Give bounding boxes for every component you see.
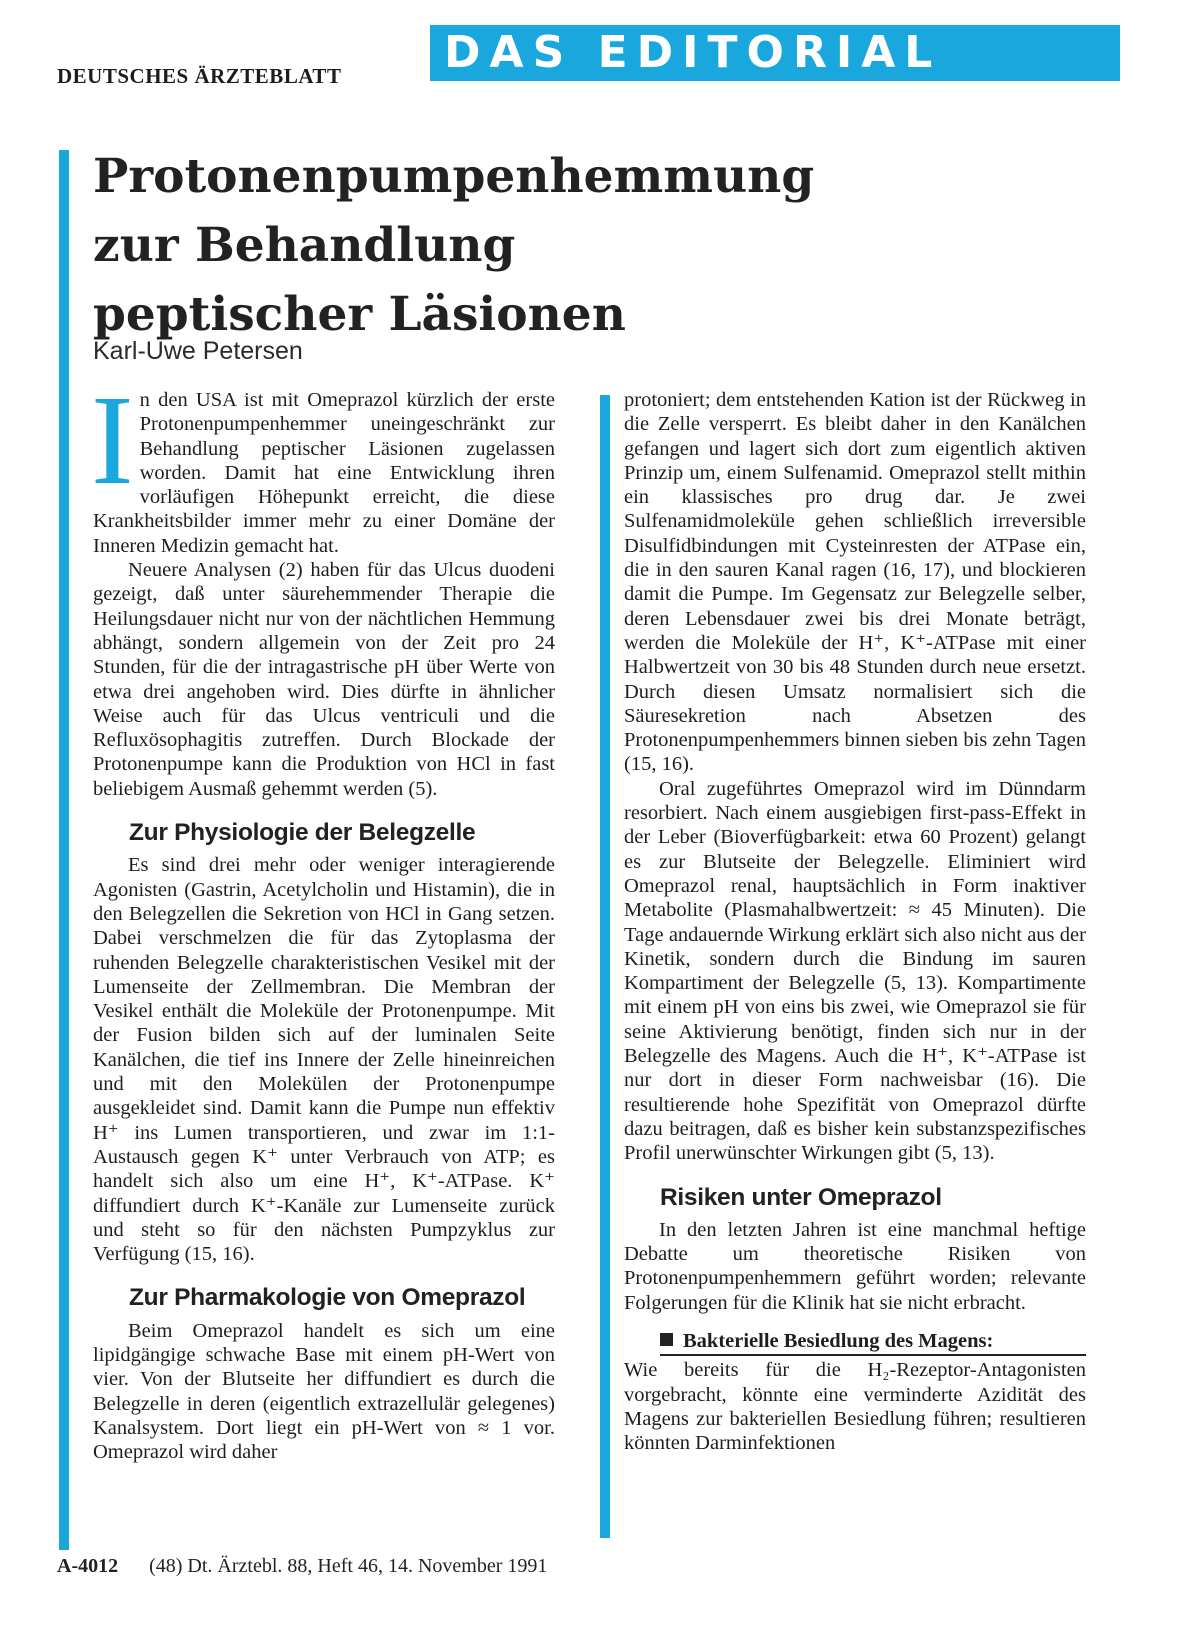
title-line: peptischer Läsionen <box>93 287 626 342</box>
article-title <box>93 142 814 349</box>
left-column <box>91 369 555 1464</box>
title-line: Protonenpumpenhemmung <box>93 149 815 204</box>
right-column <box>624 388 1086 1455</box>
subsection-heading-text: Bakterielle Besiedlung des Magens: <box>683 1329 994 1352</box>
body-paragraph: Beim Omeprazol handelt es sich um eine lipidgängige schwache Base mit einem pH-Wert von vier. Von der Blutseite her diffundiert es durch die Belegzelle in deren (eigentlich extrazellulär gelegenes) Kanalsystem. Dort liegt ein pH-Wert von ≈ 1 vor. Omeprazol wird daher <box>93 1319 555 1464</box>
citation: (48) Dt. Ärztebl. 88, Heft 46, 14. November 1991 <box>149 1555 548 1577</box>
accent-bar-middle <box>600 395 610 1538</box>
body-paragraph: Oral zugeführtes Omeprazol wird im Dünndarm resorbiert. Nach einem ausgiebigen first-pass-Effekt in der Leber (Bioverfügbarkeit: etwa 60 Prozent) gelangt es zur Blutseite der Belegzelle. Eliminiert wird Omeprazol renal, hauptsächlich in Form inaktiver Metabolite (Plasmahalbwertzeit: ≈ 45 Minuten). Die Tage andauernde Wirkung erklärt sich also nicht aus der Kinetik, sondern durch die Bindung im sauren Kompartiment der Belegzelle (5, 13). Kompartimente mit einem pH von eins bis zwei, wie Omeprazol sie für seine Aktivierung benötigt, finden sich nur in der Belegzelle des Magens. Auch die H⁺, K⁺-ATPase ist nur dort in dieser Form nachweisbar (16). Die resultierende hohe Spezifität von Omeprazol dürfte dazu beitragen, daß es bisher kein substanzspezifisches Profil unerwünschter Wirkungen gibt (5, 13). <box>624 777 1086 1165</box>
accent-bar-left <box>59 150 69 1550</box>
journal-name: DEUTSCHES ÄRZTEBLATT <box>57 64 342 88</box>
page-number: A-4012 <box>57 1555 119 1577</box>
title-line: zur Behandlung <box>93 218 516 273</box>
body-paragraph: Neuere Analysen (2) haben für das Ulcus duodeni gezeigt, daß unter säurehemmender Therapie die Heilungsdauer nicht nur von der nächtlichen Hemmung abhängt, sondern allgemein von der Zeit pro 24 Stunden, für die der intragastrische pH über Werte von etwa drei angehoben wird. Dies dürfte in ähnlicher Weise auch für das Ulcus ventriculi und die Refluxösophagitis zutreffen. Durch Blockade der Protonenpumpe kann die Produktion von HCl in fast beliebigem Ausmaß gehemmt werden (5). <box>93 559 555 800</box>
section-heading: Zur Pharmakologie von Omeprazol <box>129 1284 526 1312</box>
section-label: DAS EDITORIAL <box>444 27 942 78</box>
author-name: Karl-Uwe Petersen <box>93 337 303 365</box>
body-paragraph: Wie bereits für die H₂-Rezeptor-Antagonisten vorgebracht, könnte eine verminderte Azidität des Magens zur bakteriellen Besiedlung führen; resultieren könnten Darminfektionen <box>624 1359 1086 1455</box>
drop-cap: I <box>91 369 134 511</box>
page-footer <box>57 1555 547 1578</box>
intro-paragraph: n den USA ist mit Omeprazol kürzlich der erste Protonenpumpenhemmer uneingeschränkt zur Behandlung peptischer Läsionen zugelassen worden. Damit hat eine Entwicklung ihren vorläufigen Höhepunkt erreicht, die diese Krankheitsbilder immer mehr zu einer Domäne der Inneren Medizin gemacht hat. <box>93 389 555 557</box>
body-paragraph: In den letzten Jahren ist eine manchmal heftige Debatte um theoretische Risiken von Protonenpumpenhemmern geführt worden; relevante Folgerungen für die Klinik hat sie nicht erbracht. <box>624 1218 1086 1314</box>
square-bullet-icon <box>660 1333 673 1346</box>
subsection-heading <box>660 1329 1086 1356</box>
body-paragraph: protoniert; dem entstehenden Kation ist der Rückweg in die Zelle versperrt. Es bleibt daher in den Kanälchen gefangen und lagert sich dort zum eigentlich aktiven Prinzip um, einem Sulfenamid. Omeprazol stellt mithin ein klassisches pro drug dar. Je zwei Sulfenamidmoleküle gehen schließlich irreversible Disulfidbindungen mit Cysteinresten der ATPase ein, die in den sauren Kanal ragen (16, 17), und blockieren damit die Pumpe. Im Gegensatz zur Belegzelle selber, deren Lebensdauer zwei bis drei Monate beträgt, werden die Moleküle der H⁺, K⁺-ATPase mit einer Halbwertzeit von 30 bis 48 Stunden durch neue ersetzt. Durch diesen Umsatz normalisiert sich die Säuresekretion nach Absetzen des Protonenpumpenhemmers binnen sieben bis zehn Tagen (15, 16). <box>624 389 1086 776</box>
section-heading: Risiken unter Omeprazol <box>660 1183 942 1211</box>
section-banner <box>430 25 1120 81</box>
body-paragraph: Es sind drei mehr oder weniger interagierende Agonisten (Gastrin, Acetylcholin und Histamin), die in den Belegzellen die Sekretion von HCl in Gang setzen. Dabei verschmelzen die für das Zytoplasma der ruhenden Belegzelle charakteristischen Vesikel mit der Lumenseite der Zellmembran. Die Membran der Vesikel enthält die Moleküle der Protonenpumpe. Mit der Fusion bilden sich auf der luminalen Seite Kanälchen, die tief ins Innere der Zelle hineinreichen und mit den Molekülen der Protonenpumpe ausgekleidet sind. Damit kann die Pumpe nun effektiv H⁺ ins Lumen transportieren, und zwar im 1:1-Austausch gegen K⁺ unter Verbrauch von ATP; es handelt sich also um eine H⁺, K⁺-ATPase. K⁺ diffundiert durch K⁺-Kanäle zur Lumenseite zurück und steht so für den nächsten Pumpzyklus zur Verfügung (15, 16). <box>93 854 555 1266</box>
section-heading: Zur Physiologie der Belegzelle <box>129 819 476 847</box>
